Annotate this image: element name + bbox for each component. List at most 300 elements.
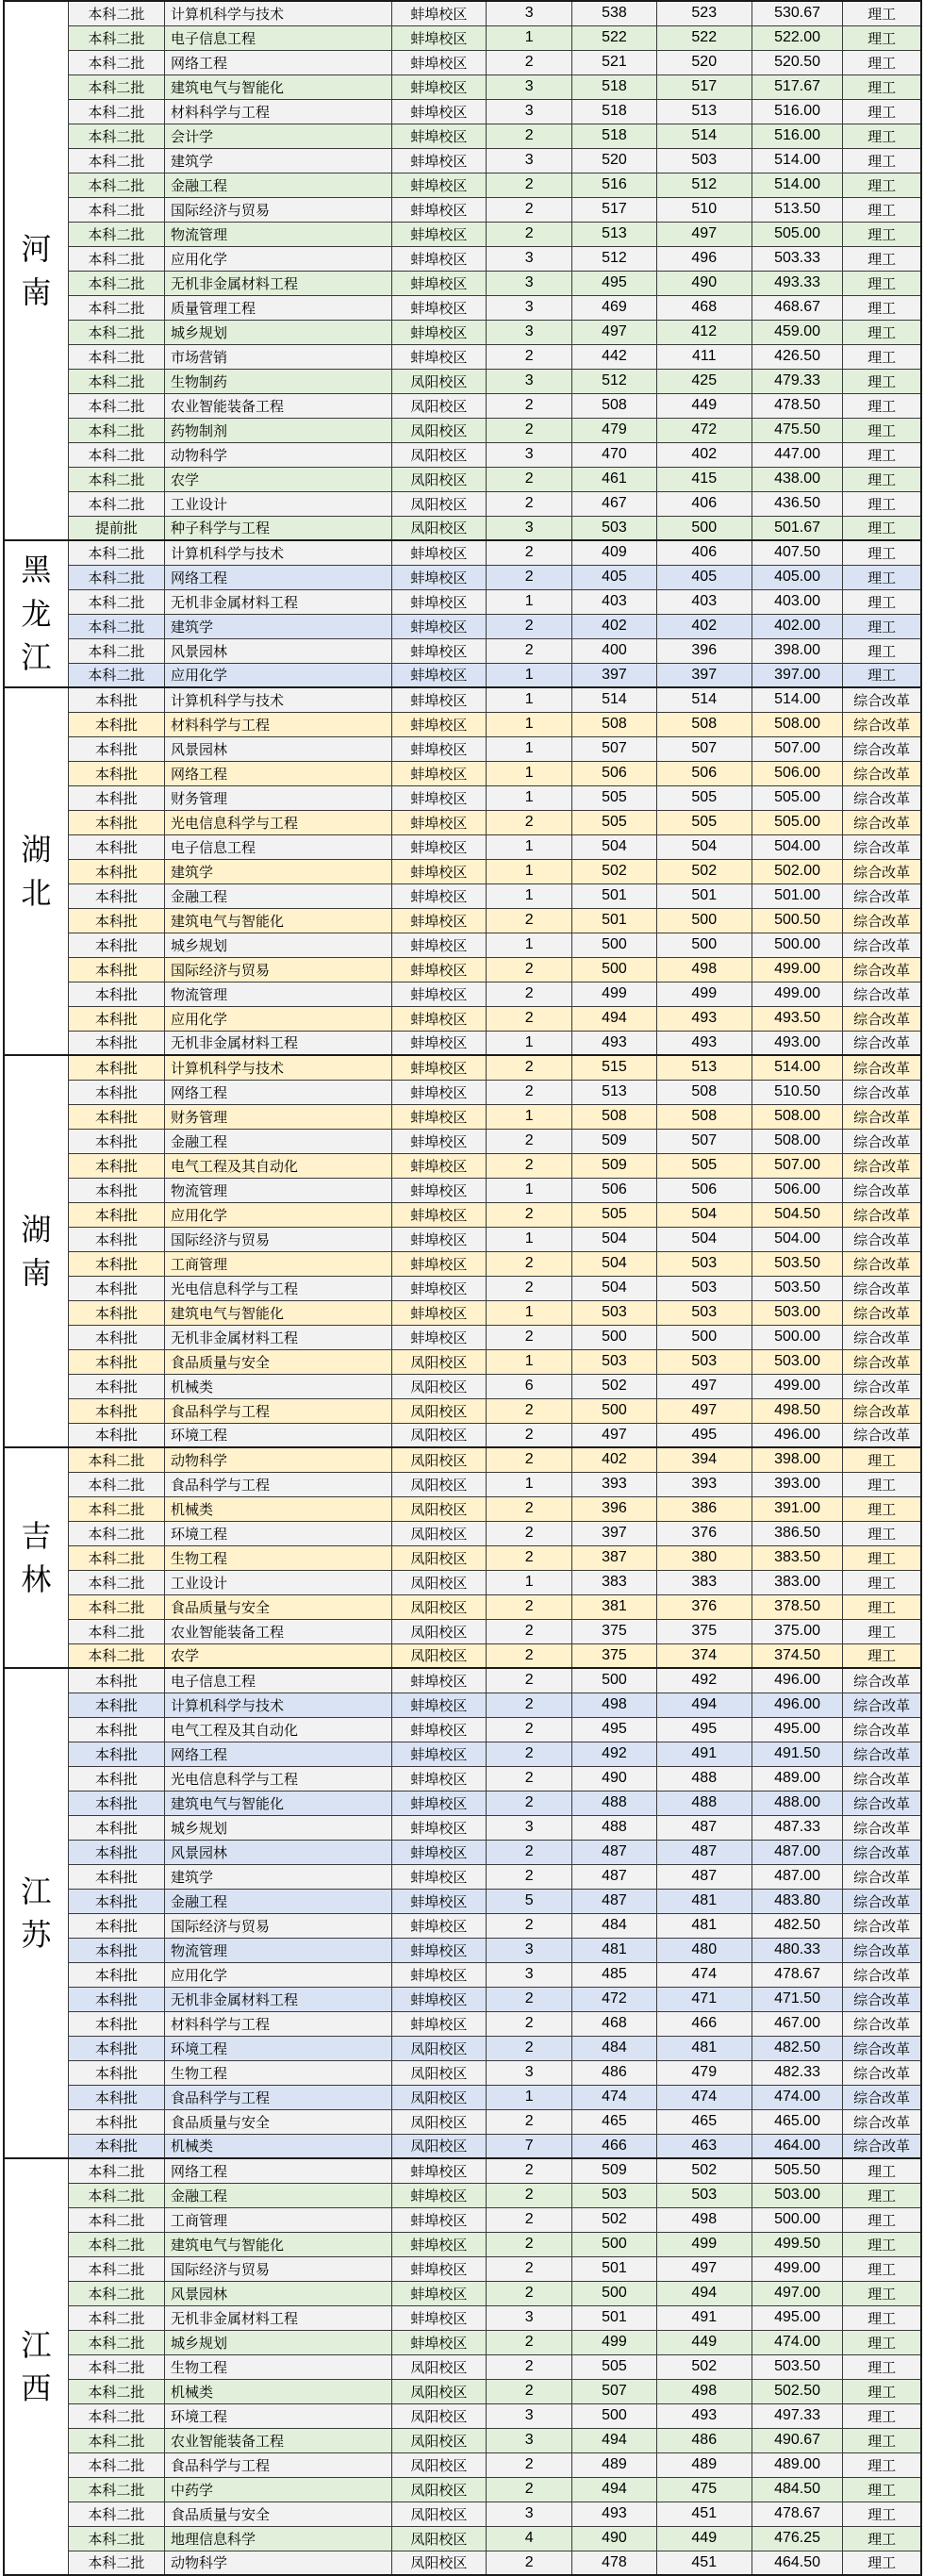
table-row <box>4 1202 921 1227</box>
category-cell: 理工 <box>843 320 921 344</box>
batch-cell: 本科批 <box>68 1055 164 1080</box>
min-score-cell: 505 <box>656 1153 752 1178</box>
table-row <box>4 418 921 442</box>
count-cell: 2 <box>487 2354 572 2379</box>
category-cell: 理工 <box>843 1594 921 1619</box>
batch-cell: 本科二批 <box>68 344 164 369</box>
major-cell: 计算机科学与技术 <box>165 1 392 25</box>
table-row <box>4 1717 921 1742</box>
province-text: 江西 <box>21 2327 52 2405</box>
major-cell: 网络工程 <box>165 50 392 74</box>
count-cell: 3 <box>487 74 572 99</box>
table-row <box>4 2207 921 2232</box>
batch-cell: 本科二批 <box>68 2354 164 2379</box>
category-cell: 理工 <box>843 25 921 50</box>
avg-score-cell: 491.50 <box>752 1742 842 1766</box>
batch-cell: 本科批 <box>68 1104 164 1129</box>
table-row <box>4 1227 921 1251</box>
table-row <box>4 2109 921 2134</box>
count-cell: 2 <box>487 565 572 589</box>
batch-cell: 本科批 <box>68 1080 164 1104</box>
category-cell: 综合改革 <box>843 1374 921 1398</box>
major-cell: 机械类 <box>165 2379 392 2403</box>
category-cell: 综合改革 <box>843 1031 921 1055</box>
avg-score-cell: 516.00 <box>752 124 842 148</box>
table-row <box>4 1668 921 1693</box>
table-row <box>4 2011 921 2036</box>
min-score-cell: 493 <box>656 1031 752 1055</box>
max-score-cell: 403 <box>572 589 656 614</box>
max-score-cell: 468 <box>572 2011 656 2036</box>
min-score-cell: 481 <box>656 1913 752 1938</box>
category-cell: 理工 <box>843 2428 921 2452</box>
province-label <box>4 1 68 540</box>
campus-cell: 蚌埠校区 <box>391 2305 486 2330</box>
batch-cell: 本科二批 <box>68 614 164 638</box>
min-score-cell: 487 <box>656 1864 752 1889</box>
campus-cell: 凤阳校区 <box>391 2502 486 2526</box>
count-cell: 2 <box>487 393 572 418</box>
major-cell: 物流管理 <box>165 222 392 246</box>
campus-cell: 蚌埠校区 <box>391 99 486 124</box>
batch-cell: 本科二批 <box>68 271 164 295</box>
table-row <box>4 271 921 295</box>
table-row <box>4 2379 921 2403</box>
campus-cell: 蚌埠校区 <box>391 148 486 173</box>
avg-score-cell: 505.00 <box>752 810 842 834</box>
min-score-cell: 472 <box>656 418 752 442</box>
major-cell: 无机非金属材料工程 <box>165 1031 392 1055</box>
count-cell: 3 <box>487 1 572 25</box>
table-row <box>4 540 921 565</box>
campus-cell: 蚌埠校区 <box>391 1178 486 1202</box>
min-score-cell: 502 <box>656 2158 752 2183</box>
count-cell: 3 <box>487 295 572 320</box>
table-row <box>4 2551 921 2575</box>
major-cell: 应用化学 <box>165 1202 392 1227</box>
major-cell: 生物制药 <box>165 369 392 393</box>
batch-cell: 本科批 <box>68 1006 164 1031</box>
max-score-cell: 512 <box>572 246 656 271</box>
major-cell: 无机非金属材料工程 <box>165 271 392 295</box>
table-row <box>4 369 921 393</box>
campus-cell: 蚌埠校区 <box>391 344 486 369</box>
province-text: 黑龙江 <box>21 553 52 675</box>
min-score-cell: 508 <box>656 1080 752 1104</box>
avg-score-cell: 483.80 <box>752 1889 842 1913</box>
category-cell: 理工 <box>843 589 921 614</box>
campus-cell: 蚌埠校区 <box>391 1251 486 1276</box>
table-row <box>4 712 921 736</box>
table-row <box>4 1594 921 1619</box>
batch-cell: 本科二批 <box>68 1 164 25</box>
min-score-cell: 449 <box>656 393 752 418</box>
count-cell: 2 <box>487 1545 572 1570</box>
category-cell: 综合改革 <box>843 1766 921 1791</box>
major-cell: 建筑电气与智能化 <box>165 1300 392 1325</box>
table-row <box>4 1889 921 1913</box>
avg-score-cell: 499.50 <box>752 2232 842 2256</box>
min-score-cell: 425 <box>656 369 752 393</box>
province-label <box>4 2158 68 2575</box>
category-cell: 理工 <box>843 246 921 271</box>
campus-cell: 蚌埠校区 <box>391 638 486 663</box>
max-score-cell: 397 <box>572 663 656 687</box>
max-score-cell: 514 <box>572 687 656 712</box>
batch-cell: 本科二批 <box>68 148 164 173</box>
major-cell: 建筑电气与智能化 <box>165 908 392 933</box>
min-score-cell: 494 <box>656 1693 752 1717</box>
max-score-cell: 487 <box>572 1889 656 1913</box>
avg-score-cell: 378.50 <box>752 1594 842 1619</box>
count-cell: 4 <box>487 2526 572 2551</box>
avg-score-cell: 510.50 <box>752 1080 842 1104</box>
batch-cell: 本科二批 <box>68 2551 164 2575</box>
campus-cell: 凤阳校区 <box>391 467 486 491</box>
avg-score-cell: 498.50 <box>752 1398 842 1423</box>
campus-cell: 蚌埠校区 <box>391 614 486 638</box>
min-score-cell: 505 <box>656 810 752 834</box>
major-cell: 食品质量与安全 <box>165 1594 392 1619</box>
category-cell: 理工 <box>843 173 921 197</box>
campus-cell: 凤阳校区 <box>391 1619 486 1643</box>
category-cell: 理工 <box>843 369 921 393</box>
max-score-cell: 500 <box>572 1398 656 1423</box>
category-cell: 综合改革 <box>843 933 921 957</box>
min-score-cell: 383 <box>656 1570 752 1594</box>
max-score-cell: 493 <box>572 1031 656 1055</box>
table-row <box>4 442 921 467</box>
table-row <box>4 736 921 761</box>
major-cell: 应用化学 <box>165 1962 392 1987</box>
table-row <box>4 99 921 124</box>
count-cell: 2 <box>487 1840 572 1864</box>
max-score-cell: 488 <box>572 1791 656 1815</box>
category-cell: 综合改革 <box>843 1889 921 1913</box>
max-score-cell: 512 <box>572 369 656 393</box>
min-score-cell: 489 <box>656 2452 752 2477</box>
campus-cell: 凤阳校区 <box>391 418 486 442</box>
category-cell: 综合改革 <box>843 1006 921 1031</box>
category-cell: 理工 <box>843 2330 921 2354</box>
category-cell: 理工 <box>843 1496 921 1521</box>
max-score-cell: 502 <box>572 859 656 883</box>
campus-cell: 蚌埠校区 <box>391 1080 486 1104</box>
table-row <box>4 25 921 50</box>
table-row <box>4 50 921 74</box>
campus-cell: 蚌埠校区 <box>391 957 486 982</box>
major-cell: 农学 <box>165 467 392 491</box>
max-score-cell: 490 <box>572 2526 656 2551</box>
max-score-cell: 383 <box>572 1570 656 1594</box>
min-score-cell: 471 <box>656 1987 752 2011</box>
table-row <box>4 2134 921 2158</box>
major-cell: 机械类 <box>165 1374 392 1398</box>
batch-cell: 本科批 <box>68 834 164 859</box>
table-row <box>4 1791 921 1815</box>
category-cell: 综合改革 <box>843 761 921 785</box>
campus-cell: 蚌埠校区 <box>391 1791 486 1815</box>
max-score-cell: 500 <box>572 2232 656 2256</box>
campus-cell: 蚌埠校区 <box>391 74 486 99</box>
max-score-cell: 502 <box>572 1374 656 1398</box>
campus-cell: 蚌埠校区 <box>391 1006 486 1031</box>
campus-cell: 蚌埠校区 <box>391 982 486 1006</box>
avg-score-cell: 474.00 <box>752 2330 842 2354</box>
batch-cell: 本科批 <box>68 1840 164 1864</box>
table-row <box>4 2354 921 2379</box>
major-cell: 电气工程及其自动化 <box>165 1153 392 1178</box>
avg-score-cell: 493.50 <box>752 1006 842 1031</box>
avg-score-cell: 493.00 <box>752 1031 842 1055</box>
avg-score-cell: 475.50 <box>752 418 842 442</box>
campus-cell: 凤阳校区 <box>391 2477 486 2502</box>
table-row <box>4 2330 921 2354</box>
major-cell: 会计学 <box>165 124 392 148</box>
avg-score-cell: 504.00 <box>752 834 842 859</box>
major-cell: 电子信息工程 <box>165 1668 392 1693</box>
min-score-cell: 498 <box>656 2207 752 2232</box>
category-cell: 综合改革 <box>843 1717 921 1742</box>
max-score-cell: 474 <box>572 2085 656 2109</box>
max-score-cell: 485 <box>572 1962 656 1987</box>
batch-cell: 本科批 <box>68 1815 164 1840</box>
major-cell: 工商管理 <box>165 2207 392 2232</box>
max-score-cell: 503 <box>572 516 656 540</box>
category-cell: 理工 <box>843 540 921 565</box>
avg-score-cell: 488.00 <box>752 1791 842 1815</box>
max-score-cell: 396 <box>572 1496 656 1521</box>
count-cell: 2 <box>487 1643 572 1668</box>
category-cell: 综合改革 <box>843 1423 921 1447</box>
major-cell: 食品质量与安全 <box>165 2109 392 2134</box>
count-cell: 2 <box>487 124 572 148</box>
count-cell: 1 <box>487 687 572 712</box>
max-score-cell: 520 <box>572 148 656 173</box>
major-cell: 物流管理 <box>165 982 392 1006</box>
batch-cell: 本科批 <box>68 1938 164 1962</box>
avg-score-cell: 508.00 <box>752 1104 842 1129</box>
min-score-cell: 500 <box>656 933 752 957</box>
major-cell: 药物制剂 <box>165 418 392 442</box>
count-cell: 2 <box>487 1742 572 1766</box>
campus-cell: 凤阳校区 <box>391 491 486 516</box>
count-cell: 1 <box>487 1300 572 1325</box>
campus-cell: 凤阳校区 <box>391 1594 486 1619</box>
category-cell: 理工 <box>843 2526 921 2551</box>
min-score-cell: 474 <box>656 2085 752 2109</box>
min-score-cell: 411 <box>656 344 752 369</box>
category-cell: 综合改革 <box>843 1668 921 1693</box>
batch-cell: 本科批 <box>68 687 164 712</box>
campus-cell: 蚌埠校区 <box>391 1864 486 1889</box>
count-cell: 2 <box>487 2281 572 2305</box>
count-cell: 3 <box>487 2502 572 2526</box>
campus-cell: 蚌埠校区 <box>391 1717 486 1742</box>
avg-score-cell: 426.50 <box>752 344 842 369</box>
batch-cell: 本科二批 <box>68 491 164 516</box>
min-score-cell: 491 <box>656 2305 752 2330</box>
category-cell: 综合改革 <box>843 785 921 810</box>
max-score-cell: 486 <box>572 2060 656 2085</box>
major-cell: 风景园林 <box>165 736 392 761</box>
count-cell: 1 <box>487 589 572 614</box>
table-row <box>4 1031 921 1055</box>
category-cell: 综合改革 <box>843 2011 921 2036</box>
max-score-cell: 494 <box>572 1006 656 1031</box>
avg-score-cell: 503.00 <box>752 1300 842 1325</box>
max-score-cell: 505 <box>572 1202 656 1227</box>
campus-cell: 蚌埠校区 <box>391 1325 486 1349</box>
major-cell: 财务管理 <box>165 1104 392 1129</box>
batch-cell: 本科批 <box>68 1423 164 1447</box>
count-cell: 2 <box>487 2036 572 2060</box>
min-score-cell: 449 <box>656 2330 752 2354</box>
count-cell: 3 <box>487 2305 572 2330</box>
table-row <box>4 2256 921 2281</box>
max-score-cell: 442 <box>572 344 656 369</box>
min-score-cell: 449 <box>656 2526 752 2551</box>
avg-score-cell: 476.25 <box>752 2526 842 2551</box>
count-cell: 2 <box>487 908 572 933</box>
campus-cell: 蚌埠校区 <box>391 222 486 246</box>
min-score-cell: 402 <box>656 614 752 638</box>
batch-cell: 本科二批 <box>68 369 164 393</box>
major-cell: 食品科学与工程 <box>165 1472 392 1496</box>
category-cell: 理工 <box>843 2403 921 2428</box>
min-score-cell: 503 <box>656 1349 752 1374</box>
batch-cell: 本科批 <box>68 1300 164 1325</box>
min-score-cell: 500 <box>656 1325 752 1349</box>
avg-score-cell: 504.00 <box>752 1227 842 1251</box>
avg-score-cell: 464.00 <box>752 2134 842 2158</box>
min-score-cell: 502 <box>656 859 752 883</box>
max-score-cell: 500 <box>572 933 656 957</box>
count-cell: 3 <box>487 1938 572 1962</box>
max-score-cell: 509 <box>572 1129 656 1153</box>
major-cell: 市场营销 <box>165 344 392 369</box>
campus-cell: 凤阳校区 <box>391 1472 486 1496</box>
avg-score-cell: 402.00 <box>752 614 842 638</box>
campus-cell: 蚌埠校区 <box>391 2207 486 2232</box>
avg-score-cell: 500.00 <box>752 933 842 957</box>
category-cell: 综合改革 <box>843 1251 921 1276</box>
min-score-cell: 498 <box>656 2379 752 2403</box>
table-row <box>4 1129 921 1153</box>
campus-cell: 蚌埠校区 <box>391 1889 486 1913</box>
count-cell: 2 <box>487 1423 572 1447</box>
table-row <box>4 1080 921 1104</box>
min-score-cell: 504 <box>656 1202 752 1227</box>
major-cell: 材料科学与工程 <box>165 712 392 736</box>
count-cell: 2 <box>487 2183 572 2207</box>
max-score-cell: 484 <box>572 2036 656 2060</box>
batch-cell: 本科二批 <box>68 320 164 344</box>
count-cell: 2 <box>487 1398 572 1423</box>
batch-cell: 本科批 <box>68 1668 164 1693</box>
campus-cell: 凤阳校区 <box>391 2428 486 2452</box>
avg-score-cell: 489.00 <box>752 2452 842 2477</box>
avg-score-cell: 496.00 <box>752 1668 842 1693</box>
category-cell: 综合改革 <box>843 810 921 834</box>
major-cell: 生物工程 <box>165 1545 392 1570</box>
max-score-cell: 506 <box>572 1178 656 1202</box>
batch-cell: 本科批 <box>68 2134 164 2158</box>
major-cell: 中药学 <box>165 2477 392 2502</box>
max-score-cell: 507 <box>572 2379 656 2403</box>
table-row <box>4 1938 921 1962</box>
campus-cell: 蚌埠校区 <box>391 1276 486 1300</box>
batch-cell: 本科批 <box>68 2109 164 2134</box>
campus-cell: 蚌埠校区 <box>391 2232 486 2256</box>
campus-cell: 凤阳校区 <box>391 442 486 467</box>
count-cell: 1 <box>487 1570 572 1594</box>
max-score-cell: 461 <box>572 467 656 491</box>
count-cell: 2 <box>487 1791 572 1815</box>
table-row <box>4 1962 921 1987</box>
batch-cell: 本科二批 <box>68 1521 164 1545</box>
min-score-cell: 490 <box>656 271 752 295</box>
max-score-cell: 489 <box>572 2452 656 2477</box>
avg-score-cell: 383.00 <box>752 1570 842 1594</box>
table-row <box>4 982 921 1006</box>
min-score-cell: 486 <box>656 2428 752 2452</box>
max-score-cell: 504 <box>572 834 656 859</box>
batch-cell: 本科批 <box>68 810 164 834</box>
avg-score-cell: 495.00 <box>752 1717 842 1742</box>
scores-table <box>3 0 922 2576</box>
major-cell: 食品科学与工程 <box>165 2085 392 2109</box>
max-score-cell: 500 <box>572 1668 656 1693</box>
avg-score-cell: 520.50 <box>752 50 842 74</box>
avg-score-cell: 513.50 <box>752 197 842 222</box>
avg-score-cell: 504.50 <box>752 1202 842 1227</box>
avg-score-cell: 474.00 <box>752 2085 842 2109</box>
campus-cell: 蚌埠校区 <box>391 50 486 74</box>
avg-score-cell: 482.50 <box>752 1913 842 1938</box>
category-cell: 理工 <box>843 614 921 638</box>
count-cell: 3 <box>487 1815 572 1840</box>
max-score-cell: 466 <box>572 2134 656 2158</box>
campus-cell: 蚌埠校区 <box>391 1766 486 1791</box>
max-score-cell: 499 <box>572 982 656 1006</box>
min-score-cell: 394 <box>656 1447 752 1472</box>
table-row <box>4 1643 921 1668</box>
major-cell: 建筑学 <box>165 1864 392 1889</box>
min-score-cell: 513 <box>656 1055 752 1080</box>
batch-cell: 本科二批 <box>68 2502 164 2526</box>
batch-cell: 本科二批 <box>68 124 164 148</box>
category-cell: 综合改革 <box>843 1938 921 1962</box>
table-row <box>4 2183 921 2207</box>
category-cell: 理工 <box>843 1545 921 1570</box>
table-row <box>4 148 921 173</box>
major-cell: 农学 <box>165 1643 392 1668</box>
avg-score-cell: 405.00 <box>752 565 842 589</box>
table-row <box>4 173 921 197</box>
table-row <box>4 565 921 589</box>
category-cell: 理工 <box>843 2477 921 2502</box>
category-cell: 综合改革 <box>843 834 921 859</box>
max-score-cell: 402 <box>572 1447 656 1472</box>
count-cell: 1 <box>487 1031 572 1055</box>
count-cell: 1 <box>487 2085 572 2109</box>
category-cell: 综合改革 <box>843 2109 921 2134</box>
count-cell: 2 <box>487 810 572 834</box>
major-cell: 地理信息科学 <box>165 2526 392 2551</box>
max-score-cell: 515 <box>572 1055 656 1080</box>
campus-cell: 蚌埠校区 <box>391 1693 486 1717</box>
